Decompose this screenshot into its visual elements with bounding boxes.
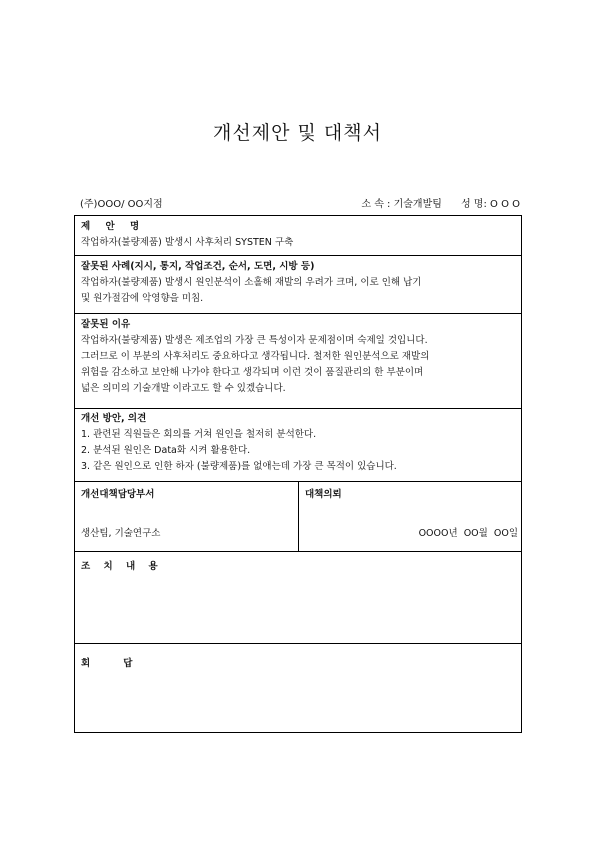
action-heading: 조 치 내 용 <box>81 561 163 572</box>
organization-label: (주)OOO/ OO지점 <box>80 199 163 210</box>
responsible-department-cell <box>75 482 299 551</box>
wrong-reason-line: 넓은 의미의 기술개발 이라고도 할 수 있겠습니다. <box>81 383 286 394</box>
proposal-name-text: 작업하자(불량제품) 발생시 사후처리 SYSTEN 구축 <box>81 237 294 248</box>
info-row <box>80 195 520 209</box>
committee-cell <box>299 482 521 551</box>
proposal-form <box>74 215 522 733</box>
reply-heading: 회 답 <box>81 658 133 669</box>
reply-section <box>75 644 521 732</box>
wrong-cases-section <box>75 256 521 314</box>
wrong-reason-line: 작업하자(불량제품) 발생은 제조업의 가장 큰 특성이자 문제점이며 숙제일 것입니다. <box>81 335 428 346</box>
wrong-reason-heading: 잘못된 이유 <box>81 319 131 330</box>
committee-date: OOOO년 OO월 OO일 <box>418 528 518 539</box>
improvement-section <box>75 409 521 482</box>
improvement-item: 1. 관련된 직원들은 회의를 거쳐 원인을 철저히 분석한다. <box>81 429 317 440</box>
author-info <box>361 195 520 210</box>
responsibility-section <box>75 482 521 552</box>
wrong-cases-line: 및 원가절감에 악영향을 미침. <box>81 293 204 304</box>
wrong-reason-line: 그러므로 이 부분의 사후처리도 중요하다고 생각됩니다. 철저한 원인분석으로 재발의 <box>81 351 430 362</box>
proposal-name-heading: 제 안 명 <box>81 221 146 232</box>
wrong-reason-line: 위험을 감소하고 보안해 나가야 한다고 생각되며 이런 것이 품질관리의 한 부분이며 <box>81 367 424 378</box>
document-title: 개선제안 및 대책서 <box>213 122 382 144</box>
proposal-name-section <box>75 216 521 256</box>
responsible-department-heading: 개선대책담당부서 <box>81 489 155 500</box>
wrong-cases-heading: 잘못된 사례(지시, 통지, 작업조건, 순서, 도면, 시방 등) <box>81 261 315 272</box>
improvement-item: 3. 같은 원인으로 인한 하자 (불량제품)를 없애는데 가장 큰 목적이 있습니다. <box>81 461 397 472</box>
responsible-department-value: 생산팀, 기술연구소 <box>81 528 161 539</box>
committee-heading: 대책의뢰 <box>305 489 342 500</box>
improvement-heading: 개선 방안, 의견 <box>81 413 147 424</box>
name-label: 성 명: O O O <box>460 199 520 210</box>
improvement-item: 2. 분석된 원인은 Data화 시켜 활용한다. <box>81 445 251 456</box>
department-label: 소 속 : 기술개발팀 <box>361 199 442 210</box>
action-section <box>75 552 521 644</box>
wrong-reason-section <box>75 314 521 409</box>
wrong-cases-line: 작업하자(불량제품) 발생시 원인분석이 소홀해 재발의 우려가 크며, 이로 인해 납기 <box>81 277 422 288</box>
